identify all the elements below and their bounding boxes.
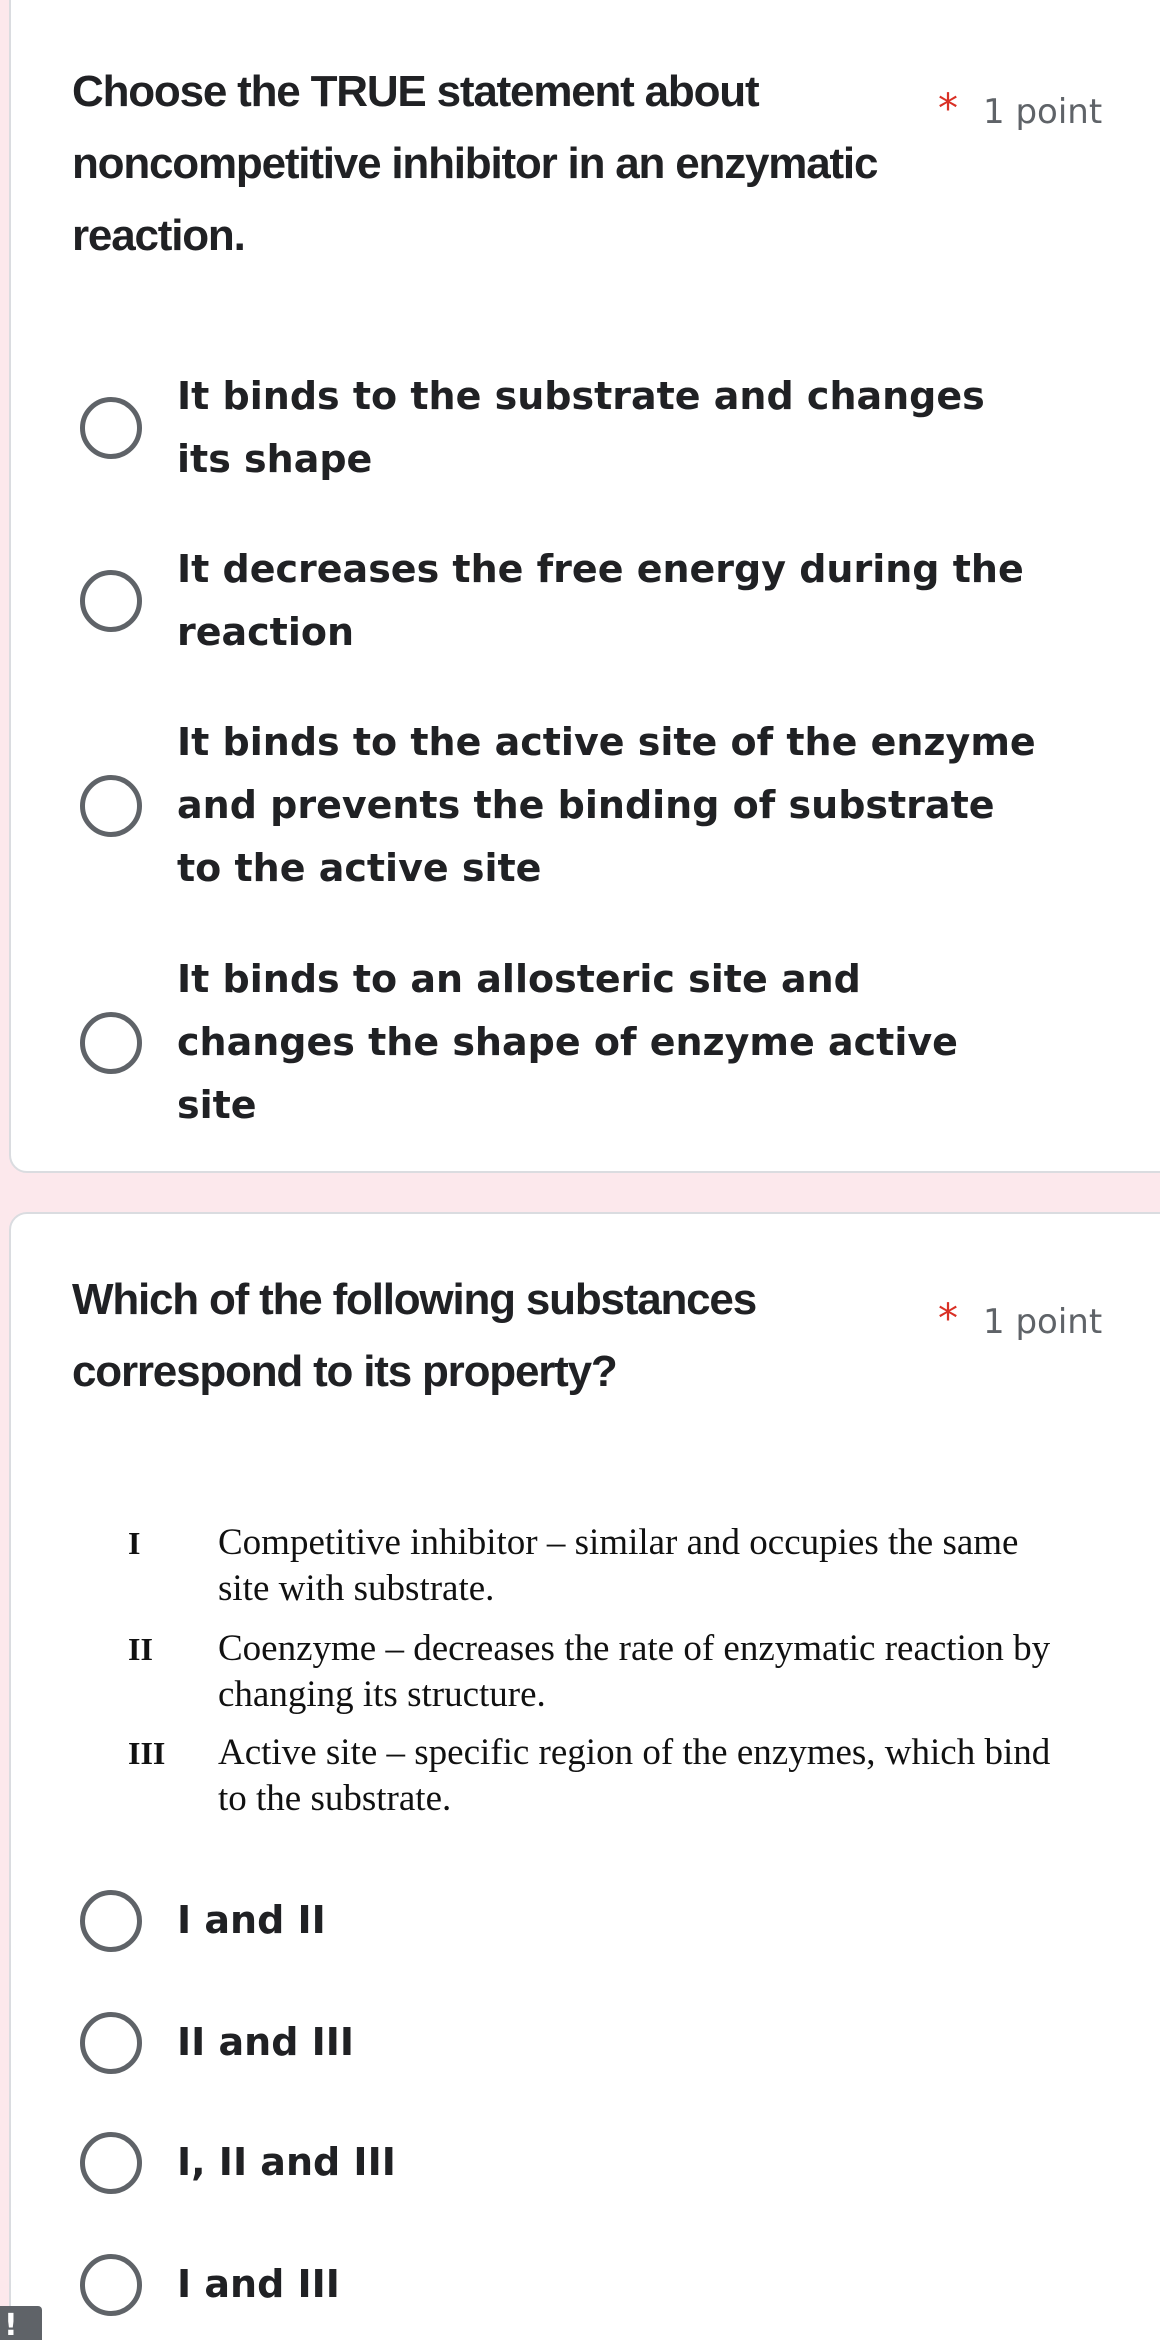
question-2-option-4[interactable] — [80, 2253, 1040, 2316]
report-icon[interactable]: ! — [0, 2306, 42, 2340]
statement-number: II — [128, 1631, 153, 1667]
required-asterisk: * — [938, 86, 958, 132]
option-label: It binds to the substrate and changes its shape — [177, 374, 985, 481]
option-label: I and III — [177, 2262, 340, 2306]
option-label: I and II — [177, 1898, 326, 1942]
question-1-points: 1 point — [983, 92, 1103, 132]
statement-row — [128, 1730, 1088, 1822]
statement-text: Active site – specific region of the enzymes, which bind to the substrate. — [218, 1732, 1051, 1819]
statement-text: Competitive inhibitor – similar and occupies the same site with substrate. — [218, 1522, 1019, 1609]
option-label: II and III — [177, 2020, 355, 2064]
radio-button[interactable] — [80, 2254, 142, 2316]
question-2-option-3[interactable] — [80, 2131, 1040, 2194]
radio-button[interactable] — [80, 1890, 142, 1952]
statement-text: Coenzyme – decreases the rate of enzymatic reaction by changing its structure. — [218, 1628, 1051, 1715]
required-asterisk: * — [938, 1296, 958, 1342]
statement-number: III — [128, 1735, 166, 1771]
statement-row — [128, 1626, 1088, 1718]
question-2-option-1[interactable] — [80, 1889, 1040, 1952]
radio-button[interactable] — [80, 397, 142, 459]
radio-button[interactable] — [80, 2012, 142, 2074]
option-label: It binds to the active site of the enzyme and prevents the binding of substrate to the active site — [177, 720, 1036, 890]
option-label: It binds to an allosteric site and changes the shape of enzyme active site — [177, 957, 958, 1127]
radio-button[interactable] — [80, 1012, 142, 1074]
option-label: I, II and III — [177, 2140, 396, 2184]
radio-button[interactable] — [80, 2132, 142, 2194]
question-1-option-3[interactable] — [80, 711, 1040, 900]
question-1-option-1[interactable] — [80, 365, 1040, 491]
question-1-option-2[interactable] — [80, 538, 1040, 664]
question-1-option-4[interactable] — [80, 948, 1040, 1137]
question-1-title: Choose the TRUE statement about noncompetitive inhibitor in an enzymatic reaction. — [72, 67, 878, 260]
radio-button[interactable] — [80, 570, 142, 632]
radio-button[interactable] — [80, 775, 142, 837]
question-2-points: 1 point — [983, 1302, 1103, 1342]
statement-row — [128, 1520, 1088, 1612]
statement-number: I — [128, 1525, 141, 1561]
question-2-title: Which of the following substances correspond to its property? — [72, 1275, 756, 1396]
question-2-option-2[interactable] — [80, 2011, 1040, 2074]
option-label: It decreases the free energy during the reaction — [177, 547, 1024, 654]
